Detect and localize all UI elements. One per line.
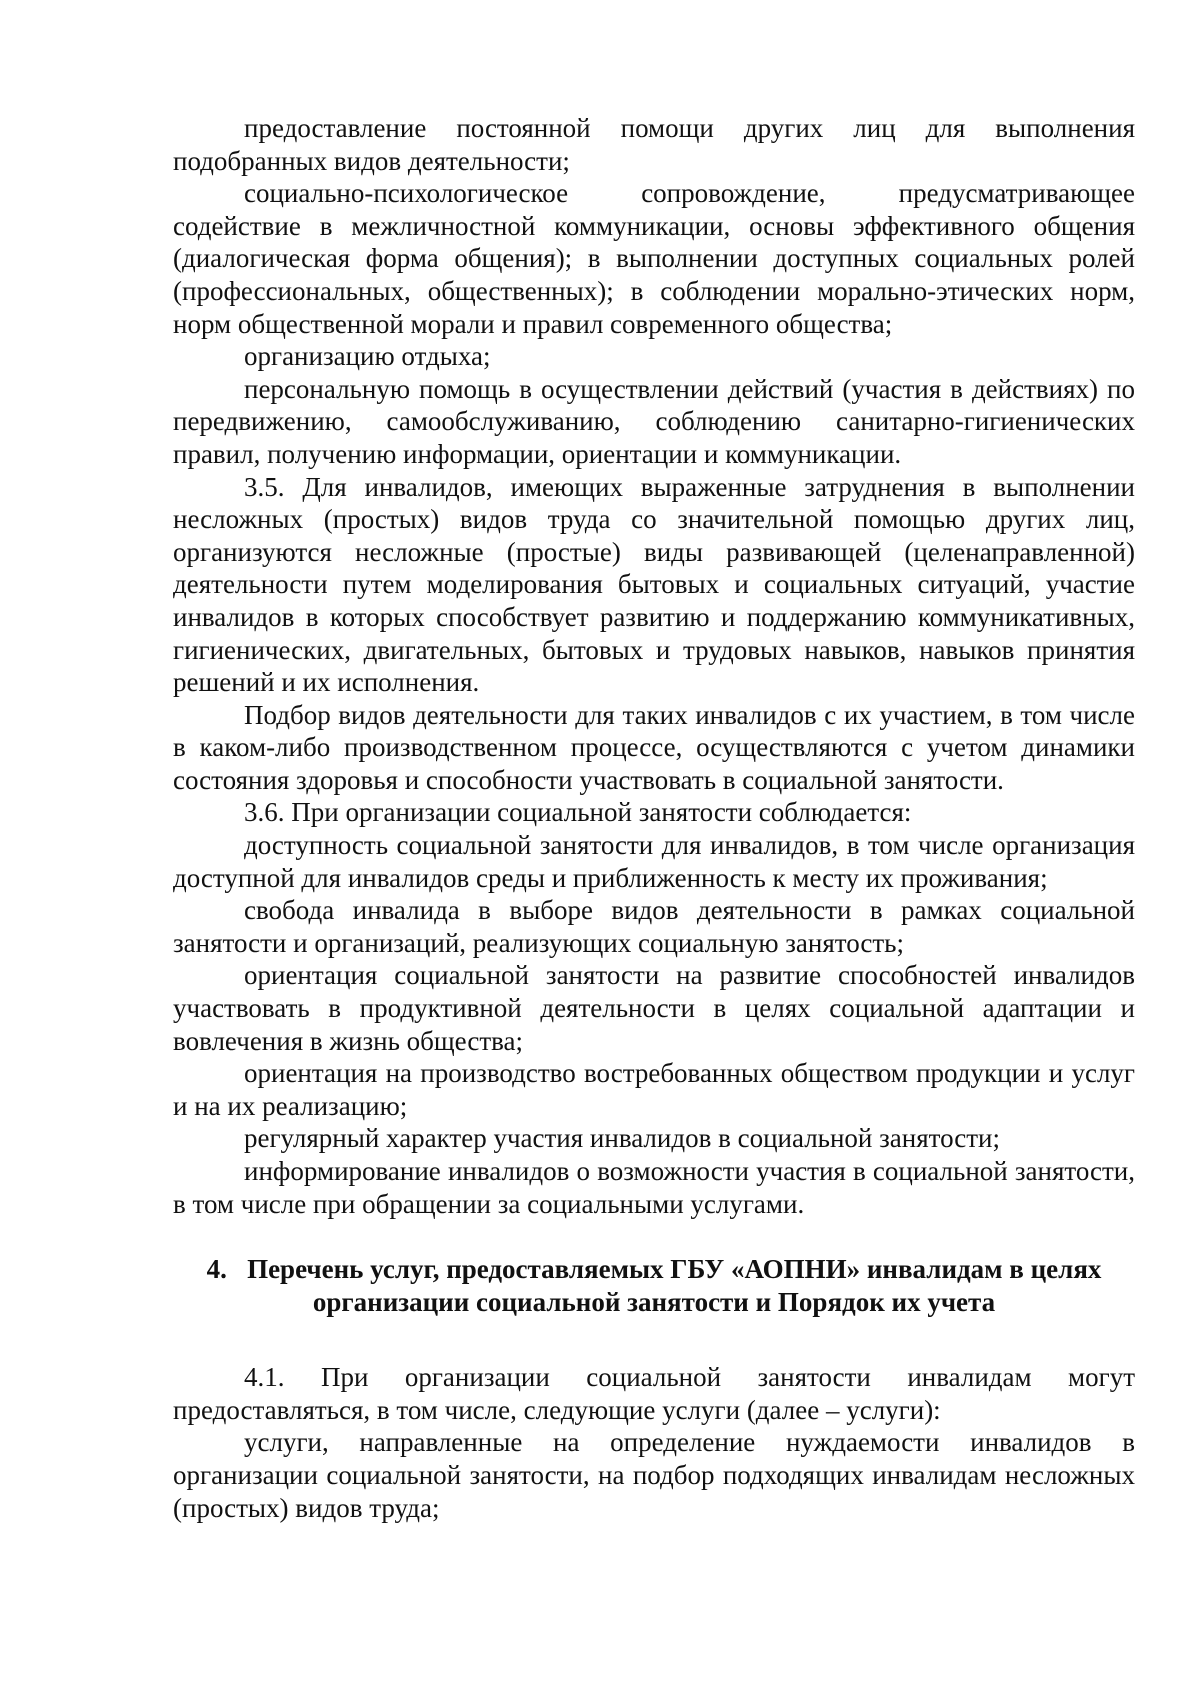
paragraph-leisure: организацию отдыха;: [244, 341, 491, 372]
section-4-heading-line-1: 4. Перечень услуг, предоставляемых ГБУ «АОПНИ» инвалидам в целях: [206, 1254, 1102, 1285]
paragraph-needs-assessment: услуги, направленные на определение нуждаемости инвалидов в организации социальной занятости, на подбор подходящих инвалидам несложных (простых) видов труда;: [173, 1427, 1135, 1523]
paragraph-informing: информирование инвалидов о возможности участия в социальной занятости, в том числе при обращении за социальными услугами.: [173, 1156, 1135, 1219]
paragraph-4-1: 4.1. При организации социальной занятости инвалидам могут предоставляться, в том числе, следующие услуги (далее – услуги):: [173, 1362, 1135, 1425]
paragraph-3-5: 3.5. Для инвалидов, имеющих выраженные затруднения в выполнении несложных (простых) видов труда со значительной помощью других лиц, организуются несложные (простые) виды развивающей (целенаправленной) деятельности путем моделирования бытовых и социальных ситуаций, участие инвалидов в которых способствует развитию и поддержанию коммуникативных, гигиенических, двигательных, бытовых и трудовых навыков, навыков принятия решений и их исполнения.: [173, 471, 1135, 698]
paragraph-activity-selection: Подбор видов деятельности для таких инвалидов с их участием, в том числе в каком-либо производственном процессе, осуществляются с учетом динамики состояния здоровья и способности участвовать в социальной занятости.: [173, 699, 1135, 795]
paragraph-personal-assistance: персональную помощь в осуществлении действий (участия в действиях) по передвижению, самообслуживанию, соблюдению санитарно-гигиенических правил, получению информации, ориентации и коммуникации.: [173, 373, 1135, 469]
paragraph-constant-assistance: предоставление постоянной помощи других лиц для выполнения подобранных видов деятельности;: [173, 113, 1135, 176]
paragraph-freedom-of-choice: свобода инвалида в выборе видов деятельности в рамках социальной занятости и организаций, реализующих социальную занятость;: [173, 895, 1135, 958]
paragraph-3-6: 3.6. При организации социальной занятости соблюдается:: [244, 797, 912, 828]
paragraph-orientation-production: ориентация на производство востребованных обществом продукции и услуг и на их реализацию;: [173, 1058, 1135, 1121]
paragraph-regularity: регулярный характер участия инвалидов в социальной занятости;: [244, 1123, 1000, 1154]
paragraph-psychological-support: социально-психологическое сопровождение, предусматривающее содействие в межличностной коммуникации, основы эффективного общения (диалогическая форма общения); в выполнении доступных социальных ролей (профессиональных, общественных); в соблюдении морально-этических норм, норм общественной морали и правил современного общества;: [173, 178, 1135, 339]
document-page: [173, 112, 1135, 1524]
section-4-heading: [173, 1253, 1135, 1319]
section-4-heading-line-2: организации социальной занятости и Порядок их учета: [312, 1287, 996, 1318]
paragraph-accessibility: доступность социальной занятости для инвалидов, в том числе организация доступной для инвалидов среды и приближенность к месту их проживания;: [173, 830, 1135, 893]
paragraph-orientation-development: ориентация социальной занятости на развитие способностей инвалидов участвовать в продуктивной деятельности в целях социальной адаптации и вовлечения в жизнь общества;: [173, 960, 1135, 1056]
